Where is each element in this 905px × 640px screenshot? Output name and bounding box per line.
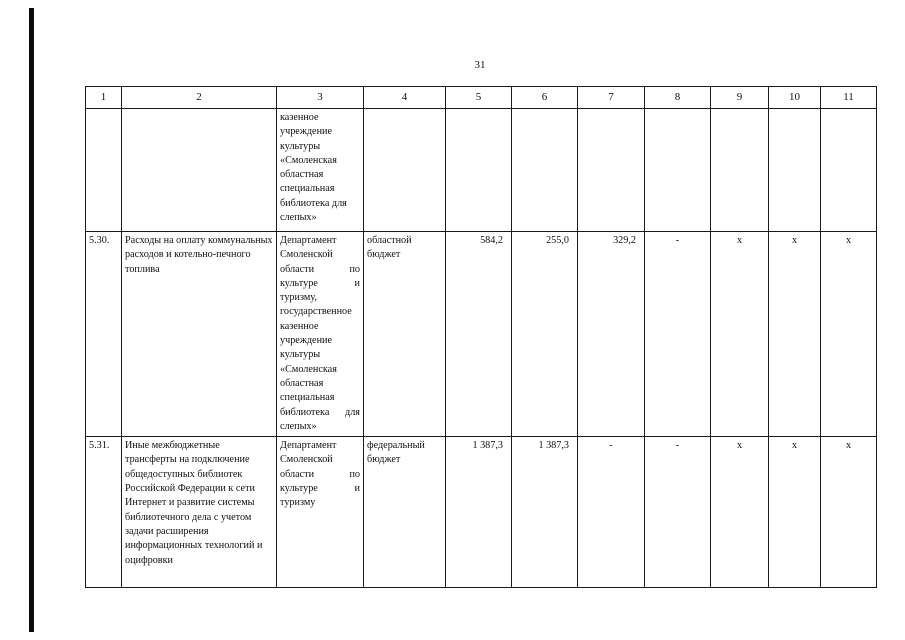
- row-year-3: -: [645, 437, 711, 588]
- page-number: 31: [474, 59, 486, 71]
- table-row: [86, 109, 877, 232]
- row-id: [86, 109, 122, 232]
- row-name: [122, 109, 277, 232]
- row-col-11: [821, 109, 877, 232]
- row-source: федеральный бюджет: [364, 437, 446, 588]
- table-row: [86, 232, 877, 437]
- column-header: 2: [122, 87, 277, 109]
- row-col-9: [711, 109, 769, 232]
- row-col-9: x: [711, 437, 769, 588]
- row-executor: Департамент Смоленской области по культуре и туризму: [277, 437, 364, 588]
- row-source: [364, 109, 446, 232]
- row-year-2: [578, 109, 645, 232]
- row-year-1: 255,0: [512, 232, 578, 437]
- column-header: 3: [277, 87, 364, 109]
- row-total: [446, 109, 512, 232]
- row-col-10: x: [769, 232, 821, 437]
- column-header: 1: [86, 87, 122, 109]
- program-table: [85, 86, 877, 588]
- row-executor: казенное учреждение культуры «Смоленская областная специальная библиотека для слепых»: [277, 109, 364, 232]
- row-executor: Департамент Смоленской области по культуре и туризму, государственное казенное учреждение культуры «Смоленская областная специальная библиотека для слепых»: [277, 232, 364, 437]
- row-year-1: [512, 109, 578, 232]
- header-row: [86, 87, 877, 109]
- row-col-10: x: [769, 437, 821, 588]
- row-name: Расходы на оплату коммунальных расходов и котельно-печного топлива: [122, 232, 277, 437]
- row-year-3: [645, 109, 711, 232]
- row-id: 5.31.: [86, 437, 122, 588]
- column-header: 6: [512, 87, 578, 109]
- column-header: 8: [645, 87, 711, 109]
- row-name: Иные межбюджетные трансферты на подключение общедоступных библиотек Российской Федерации к сети Интернет и развитие системы библиотечного дела с учетом задачи расширения информационных технологий и оцифровки: [122, 437, 277, 588]
- column-header: 7: [578, 87, 645, 109]
- row-col-11: x: [821, 437, 877, 588]
- row-year-2: -: [578, 437, 645, 588]
- column-header: 10: [769, 87, 821, 109]
- table-row: [86, 437, 877, 588]
- row-col-9: x: [711, 232, 769, 437]
- row-year-3: -: [645, 232, 711, 437]
- row-year-1: 1 387,3: [512, 437, 578, 588]
- column-header: 5: [446, 87, 512, 109]
- column-header: 9: [711, 87, 769, 109]
- row-id: 5.30.: [86, 232, 122, 437]
- row-total: 584,2: [446, 232, 512, 437]
- column-header: 4: [364, 87, 446, 109]
- row-year-2: 329,2: [578, 232, 645, 437]
- row-col-11: x: [821, 232, 877, 437]
- scan-edge-bar: [29, 8, 34, 632]
- row-source: областной бюджет: [364, 232, 446, 437]
- row-col-10: [769, 109, 821, 232]
- column-header: 11: [821, 87, 877, 109]
- row-total: 1 387,3: [446, 437, 512, 588]
